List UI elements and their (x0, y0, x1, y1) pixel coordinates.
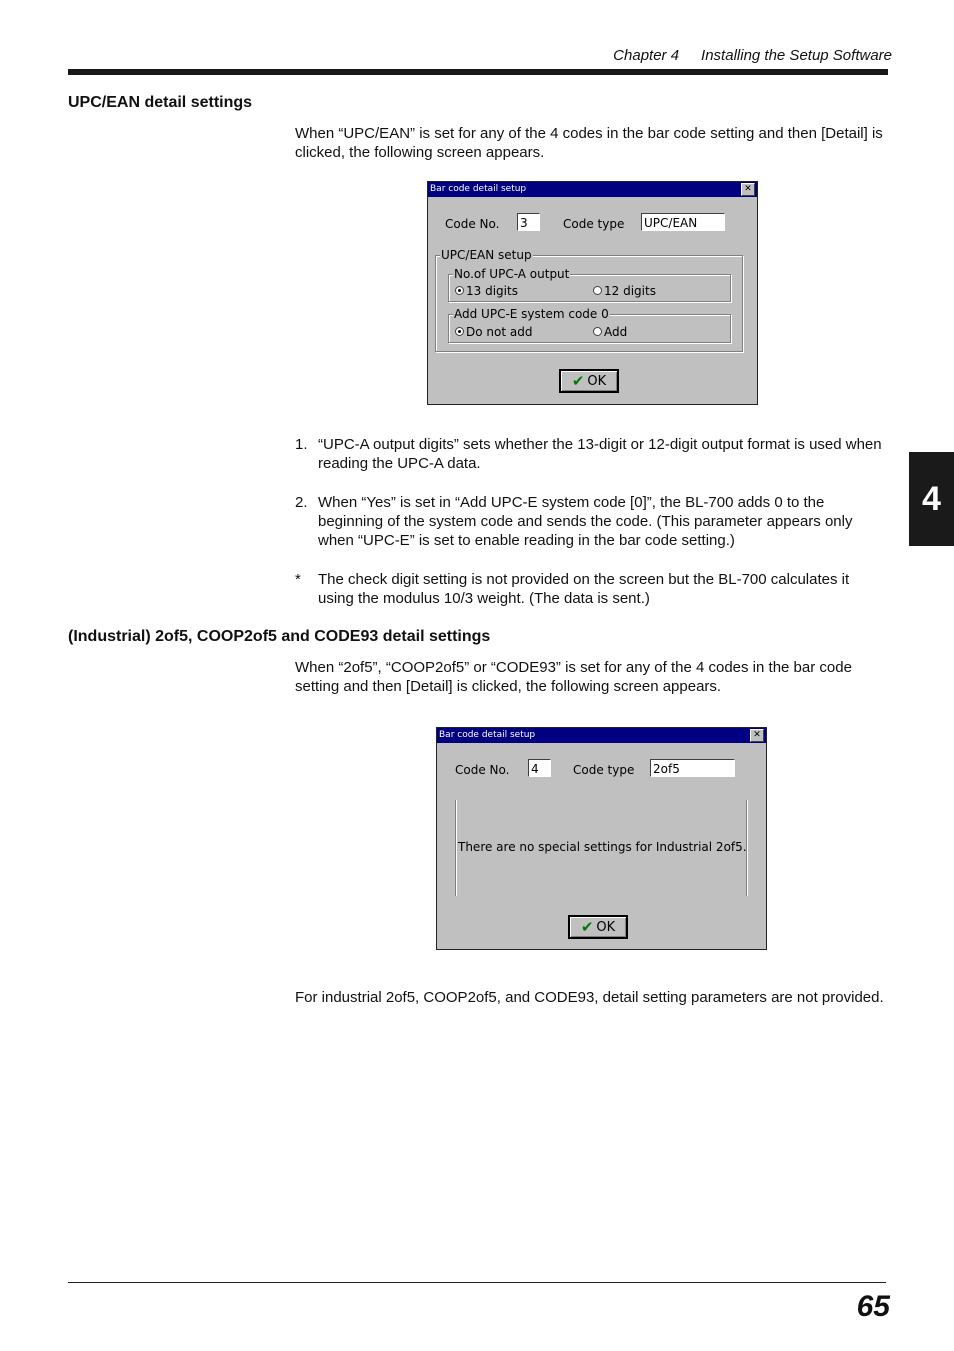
list-item (295, 570, 887, 608)
close-icon[interactable]: ✕ (750, 729, 764, 742)
check-icon: ✔ (580, 918, 594, 936)
radio-icon[interactable] (593, 286, 602, 295)
radio-12-digits-label: 12 digits (604, 284, 656, 298)
dialog-title: Bar code detail setup (430, 184, 527, 194)
upc-e-system-code-legend: Add UPC-E system code 0 (454, 307, 609, 321)
ok-button-label: OK (596, 919, 616, 935)
2of5-dialog (436, 727, 767, 950)
page-number: 65 (856, 1290, 890, 1323)
radio-add-label: Add (604, 325, 628, 339)
list-item-number: 2. (295, 494, 308, 511)
code-type-field[interactable]: UPC/EAN (641, 213, 725, 231)
code-no-label: Code No. (455, 763, 510, 777)
code-type-label: Code type (573, 763, 635, 777)
radio-do-not-add[interactable] (455, 325, 532, 339)
list-item-number: 1. (295, 436, 308, 453)
radio-add[interactable] (593, 325, 627, 339)
section2-heading: (Industrial) 2of5, COOP2of5 and CODE93 detail settings (68, 628, 491, 645)
radio-13-digits[interactable] (455, 284, 518, 298)
upc-ean-setup-legend: UPC/EAN setup (441, 248, 532, 262)
ok-button-label: OK (587, 373, 607, 389)
dialog-title: Bar code detail setup (439, 730, 536, 740)
code-no-field[interactable]: 4 (528, 759, 551, 777)
list-item (295, 435, 887, 473)
ok-button[interactable] (559, 369, 619, 393)
section1-intro: When “UPC/EAN” is set for any of the 4 codes in the bar code setting and then [Detail] is clicked, the following screen appears. (295, 125, 883, 161)
radio-13-digits-label: 13 digits (466, 284, 518, 298)
section2-intro: When “2of5”, “COOP2of5” or “CODE93” is set for any of the 4 codes in the bar code setting and then [Detail] is clicked, the following screen appears. (295, 659, 852, 695)
ok-button[interactable] (568, 915, 628, 939)
upc-ean-setup-group (435, 248, 743, 352)
dialog-titlebar (428, 182, 757, 197)
running-header (613, 47, 892, 64)
close-icon[interactable]: ✕ (741, 183, 755, 196)
code-type-label: Code type (563, 217, 625, 231)
code-no-label: Code No. (445, 217, 500, 231)
list-item (295, 493, 887, 550)
chapter-tab: 4 (909, 452, 954, 546)
upc-a-output-legend: No.of UPC-A output (454, 267, 570, 281)
upc-ean-dialog (427, 181, 758, 405)
check-icon: ✔ (571, 372, 585, 390)
radio-icon[interactable] (455, 327, 464, 336)
footer-rule (68, 1282, 886, 1283)
radio-12-digits[interactable] (593, 284, 656, 298)
list-item-text: When “Yes” is set in “Add UPC-E system code [0]”, the BL-700 adds 0 to the beginning of the system code and sends the code. (This parameter appears only when “UPC-E” is set to enable reading in the bar code setting.) (318, 494, 853, 549)
list-item-text: “UPC-A output digits” sets whether the 13-digit or 12-digit output format is used when reading the UPC-A data. (318, 436, 882, 472)
radio-icon[interactable] (455, 286, 464, 295)
radio-do-not-add-label: Do not add (466, 325, 533, 339)
no-settings-message: There are no special settings for Industrial 2of5. (458, 840, 747, 854)
radio-icon[interactable] (593, 327, 602, 336)
code-type-field[interactable]: 2of5 (650, 759, 735, 777)
upc-a-output-group (448, 267, 731, 302)
list-item-number: * (295, 571, 301, 588)
header-rule (68, 69, 888, 75)
divider-left (455, 800, 457, 896)
section2-outro: For industrial 2of5, COOP2of5, and CODE93, detail setting parameters are not provided. (295, 989, 884, 1006)
upc-e-system-code-group (448, 307, 731, 343)
dialog-titlebar (437, 728, 766, 743)
header-title: Installing the Setup Software (701, 47, 892, 64)
section1-heading: UPC/EAN detail settings (68, 94, 253, 111)
code-no-field[interactable]: 3 (517, 213, 540, 231)
list-item-text: The check digit setting is not provided on the screen but the BL-700 calculates it using the modulus 10/3 weight. (The data is sent.) (318, 571, 850, 607)
header-chapter: Chapter 4 (613, 47, 680, 64)
